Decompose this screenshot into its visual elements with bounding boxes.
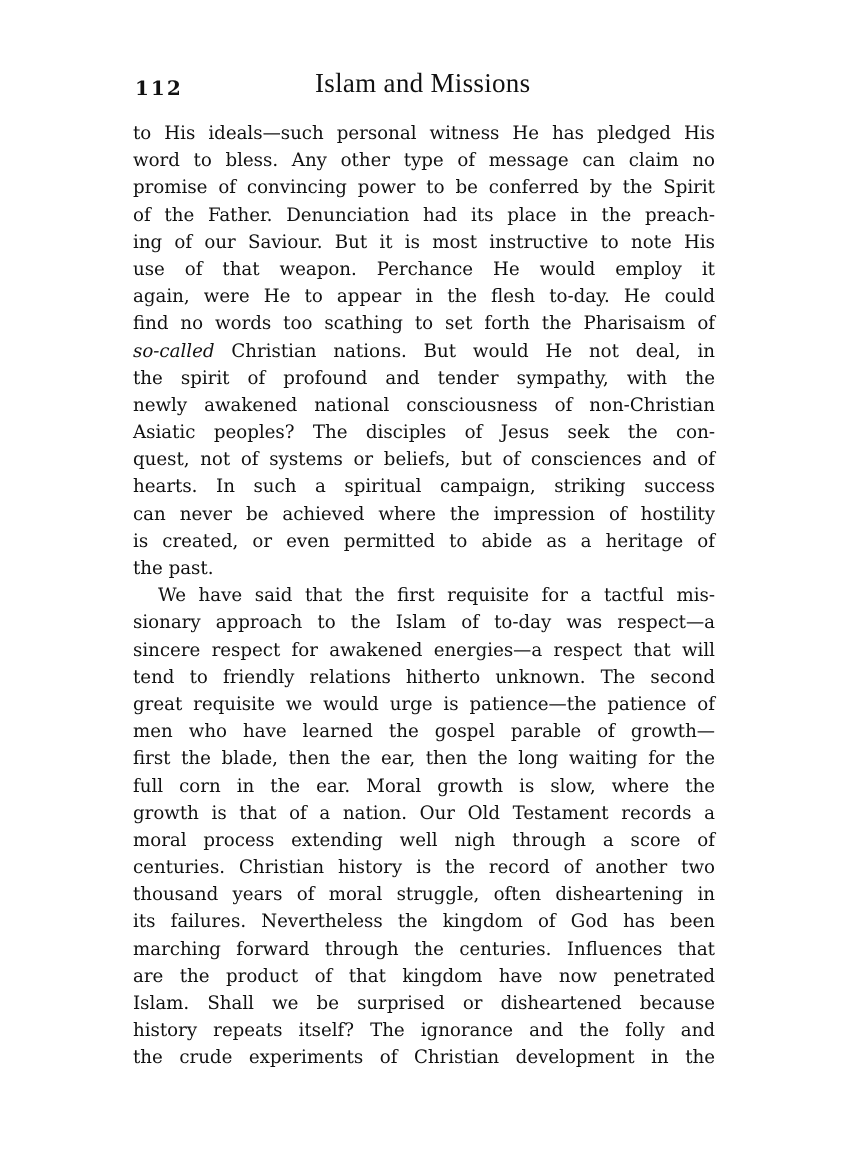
text-line: again, were He to appear in the flesh to-day. He could <box>133 286 715 308</box>
text-line: full corn in the ear. Moral growth is slow, where the <box>133 775 715 797</box>
text-line: word to bless. Any other type of message can claim no <box>133 150 715 172</box>
text-line: ing of our Saviour. But it is most instructive to note His <box>133 231 715 253</box>
italic-phrase: so-called <box>133 340 215 362</box>
text-line: Islam. Shall we be surprised or disheartened because <box>133 993 715 1014</box>
text-line: its failures. Nevertheless the kingdom of God has been <box>133 911 715 933</box>
text-line: of the Father. Denunciation had its place in the preach- <box>133 204 715 226</box>
text-line-rest: Christian nations. But would He not deal, in <box>214 340 715 362</box>
text-line <box>133 338 715 365</box>
page-number: 112 <box>135 76 183 100</box>
text-line: the spirit of profound and tender sympathy, with the <box>133 367 715 389</box>
text-line: is created, or even permitted to abide as a heritage of <box>133 530 715 552</box>
text-line: newly awakened national consciousness of non-Christian <box>133 394 715 416</box>
text-line: great requisite we would urge is patience—the patience of <box>133 693 715 715</box>
text-line: quest, not of systems or beliefs, but of consciences and of <box>133 449 715 471</box>
text-line: men who have learned the gospel parable of growth— <box>133 721 715 743</box>
text-line: are the product of that kingdom have now penetrated <box>133 965 715 987</box>
page-header <box>135 68 715 108</box>
text-line: the crude experiments of Christian development in the <box>133 1047 715 1069</box>
running-title: Islam and Missions <box>315 68 531 98</box>
text-line: marching forward through the centuries. Influences that <box>133 938 715 960</box>
text-line: find no words too scathing to set forth the Pharisaism of <box>133 313 715 335</box>
text-line: use of that weapon. Perchance He would employ it <box>133 258 715 280</box>
text-line: hearts. In such a spiritual campaign, striking success <box>133 476 715 498</box>
text-line: growth is that of a nation. Our Old Testament records a <box>133 802 715 824</box>
text-line: sionary approach to the Islam of to-day was respect—a <box>133 612 715 634</box>
text-line: to His ideals—such personal witness He has pledged His <box>133 123 715 144</box>
text-line: history repeats itself? The ignorance and the folly and <box>133 1020 715 1042</box>
text-line: promise of convincing power to be conferred by the Spirit <box>133 177 715 199</box>
text-line: moral process extending well nigh through a score of <box>133 829 715 851</box>
text-line: We have said that the first requisite for a tactful mis- <box>158 585 715 607</box>
text-line: sincere respect for awakened energies—a respect that will <box>133 639 715 661</box>
text-line: the past. <box>133 558 214 579</box>
text-line: tend to friendly relations hitherto unknown. The second <box>133 666 715 688</box>
text-line: thousand years of moral struggle, often disheartening in <box>133 884 715 906</box>
text-line: first the blade, then the ear, then the long waiting for the <box>133 748 715 770</box>
text-line: Asiatic peoples? The disciples of Jesus seek the con- <box>133 422 715 444</box>
text-line: centuries. Christian history is the record of another two <box>133 857 715 879</box>
text-line: can never be achieved where the impression of hostility <box>133 503 715 525</box>
body-text <box>133 120 715 1072</box>
